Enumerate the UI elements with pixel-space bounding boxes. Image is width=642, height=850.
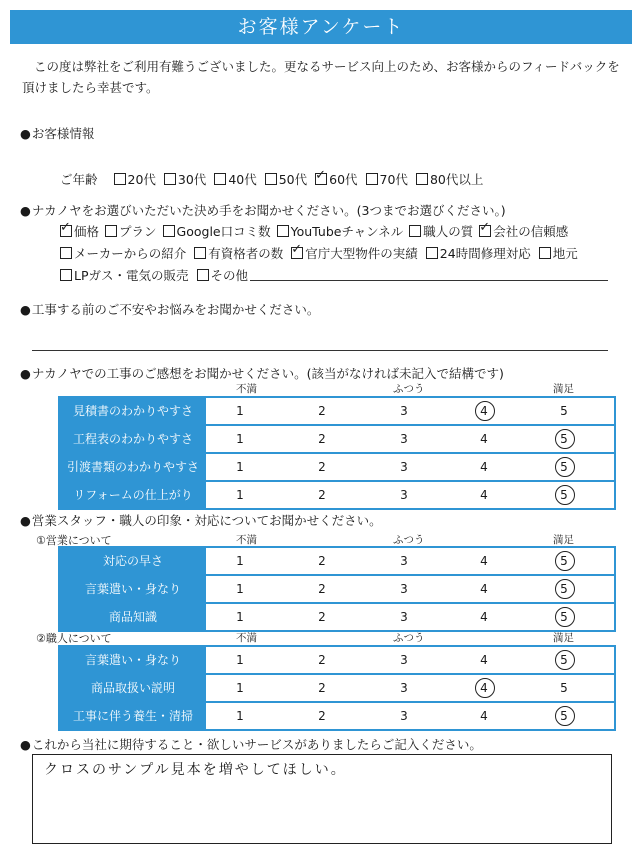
age-option[interactable]: [164, 170, 206, 188]
rating-option-5[interactable]: 5: [560, 404, 568, 418]
reason-option[interactable]: [194, 244, 283, 262]
rating-option-4[interactable]: 4: [480, 432, 488, 446]
rating-option-2[interactable]: 2: [318, 582, 326, 596]
rating-option-5[interactable]: 5: [550, 703, 578, 729]
checkbox[interactable]: [60, 225, 72, 237]
checkbox[interactable]: [291, 247, 303, 259]
rating-option-1[interactable]: 1: [236, 460, 244, 474]
option-label: 20代: [127, 172, 156, 187]
rating-row: [60, 548, 614, 574]
age-row: [60, 170, 491, 188]
checkbox[interactable]: [60, 269, 72, 281]
checkbox[interactable]: [164, 173, 176, 185]
scale-low-label: 不満: [236, 383, 257, 395]
reasons-row-1: [60, 222, 574, 240]
rating-option-2[interactable]: 2: [318, 432, 326, 446]
rating-option-3[interactable]: 3: [400, 432, 408, 446]
rating-row-label: 工事に伴う養生・清掃: [60, 703, 206, 729]
rating-option-1[interactable]: 1: [236, 653, 244, 667]
rating-option-1[interactable]: 1: [236, 554, 244, 568]
checkbox[interactable]: [197, 269, 209, 281]
option-label: プラン: [119, 224, 157, 239]
rating-option-4[interactable]: 4: [480, 582, 488, 596]
sales-table: [58, 546, 616, 632]
craftsmen-scale-mid-label: ふつう: [393, 632, 425, 644]
reasons-row-2: [60, 244, 586, 262]
rating-option-5[interactable]: 5: [550, 647, 578, 673]
rating-option-3[interactable]: 3: [400, 404, 408, 418]
age-option[interactable]: [315, 170, 357, 188]
scale-mid-label: ふつう: [393, 383, 425, 395]
age-option[interactable]: [265, 170, 307, 188]
rating-option-4[interactable]: 4: [480, 488, 488, 502]
rating-row-label: 対応の早さ: [60, 548, 206, 574]
reason-option[interactable]: [539, 244, 578, 262]
reason-option[interactable]: [479, 222, 568, 240]
craftsmen-scale-low-label: 不満: [236, 632, 257, 644]
age-option[interactable]: [416, 170, 483, 188]
reason-option[interactable]: [409, 222, 473, 240]
rating-option-2[interactable]: 2: [318, 610, 326, 624]
rating-row-label: 商品知識: [60, 604, 206, 630]
option-label: 60代: [329, 172, 358, 187]
age-option[interactable]: [214, 170, 256, 188]
rating-row: [60, 574, 614, 602]
checkbox[interactable]: [214, 173, 226, 185]
rating-option-4[interactable]: 4: [480, 653, 488, 667]
rating-option-5[interactable]: 5: [560, 681, 568, 695]
rating-row-label: 言葉遣い・身なり: [60, 647, 206, 673]
rating-row: [60, 452, 614, 480]
rating-row-label: 見積書のわかりやすさ: [60, 398, 206, 424]
rating-option-3[interactable]: 3: [400, 554, 408, 568]
rating-row-label: 工程表のわかりやすさ: [60, 426, 206, 452]
rating-option-1[interactable]: 1: [236, 404, 244, 418]
checkbox[interactable]: [265, 173, 277, 185]
rating-option-3[interactable]: 3: [400, 610, 408, 624]
rating-option-5[interactable]: 5: [550, 576, 578, 602]
rating-option-4[interactable]: 4: [470, 675, 498, 701]
option-label: LPガス・電気の販売: [74, 268, 189, 283]
rating-option-5[interactable]: 5: [550, 426, 578, 452]
option-label: YouTubeチャンネル: [290, 224, 404, 239]
option-label: 50代: [278, 172, 308, 187]
sales-scale-mid-label: ふつう: [393, 534, 425, 546]
rating-option-5[interactable]: 5: [550, 548, 578, 574]
checkbox[interactable]: [479, 225, 491, 237]
rating-option-3[interactable]: 3: [400, 582, 408, 596]
checkbox[interactable]: [60, 247, 72, 259]
rating-row: [60, 673, 614, 701]
rating-option-1[interactable]: 1: [236, 709, 244, 723]
reason-option[interactable]: [60, 222, 99, 240]
rating-option-5[interactable]: 5: [550, 454, 578, 480]
rating-option-4[interactable]: 4: [470, 398, 498, 424]
expectations-heading: ● これから当社に期待すること・欲しいサービスがありましたらご記入ください。: [20, 735, 482, 753]
rating-row: [60, 602, 614, 630]
rating-option-5[interactable]: 5: [550, 482, 578, 508]
page-title: お客様アンケート: [10, 10, 632, 44]
craftsmen-label: ②職人について: [36, 632, 112, 645]
reasons-row-3: [60, 266, 256, 284]
option-label: メーカーからの紹介: [74, 246, 187, 261]
rating-option-1[interactable]: 1: [236, 582, 244, 596]
reason-option[interactable]: [197, 266, 249, 284]
rating-option-1[interactable]: 1: [236, 681, 244, 695]
rating-option-2[interactable]: 2: [318, 709, 326, 723]
rating-option-3[interactable]: 3: [400, 460, 408, 474]
checkbox[interactable]: [426, 247, 438, 259]
scale-high-label: 満足: [553, 383, 574, 395]
rating-option-2[interactable]: 2: [318, 681, 326, 695]
rating-option-5[interactable]: 5: [550, 604, 578, 630]
rating-row: [60, 647, 614, 673]
age-option[interactable]: [366, 170, 408, 188]
rating-row: [60, 480, 614, 508]
option-label: 40代: [228, 172, 257, 187]
reason-option[interactable]: [163, 222, 271, 240]
option-label: 会社の信頼感: [493, 224, 569, 239]
reasons-heading: ● ナカノヤをお選びいただいた決め手をお聞かせください。(3つまでお選びください。): [20, 201, 506, 219]
option-label: 地元: [552, 246, 578, 261]
rating-row-label: 言葉遣い・身なり: [60, 576, 206, 602]
staff-heading: ● 営業スタッフ・職人の印象・対応についてお聞かせください。: [20, 511, 382, 529]
option-label: 24時間修理対応: [439, 246, 531, 261]
rating-option-2[interactable]: 2: [318, 653, 326, 667]
rating-option-4[interactable]: 4: [480, 554, 488, 568]
option-label: その他: [210, 268, 249, 283]
sales-scale-low-label: 不満: [236, 534, 257, 546]
rating-row-label: リフォームの仕上がり: [60, 482, 206, 508]
expectations-answer: クロスのサンプル見本を増やしてほしい。: [44, 762, 347, 778]
sales-scale-high-label: 満足: [553, 534, 574, 546]
option-label: 70代: [379, 172, 408, 187]
age-label: ご年齢: [60, 172, 98, 187]
rating-option-3[interactable]: 3: [400, 653, 408, 667]
option-label: 職人の質: [423, 224, 474, 239]
rating-option-1[interactable]: 1: [236, 432, 244, 446]
rating-row-label: 商品取扱い説明: [60, 675, 206, 701]
rating-option-4[interactable]: 4: [480, 709, 488, 723]
rating-row: [60, 398, 614, 424]
worries-write-line: [32, 350, 608, 351]
checkbox[interactable]: [114, 173, 126, 185]
checkbox[interactable]: [409, 225, 421, 237]
reason-option[interactable]: [105, 222, 157, 240]
checkbox[interactable]: [366, 173, 378, 185]
option-label: 30代: [177, 172, 207, 187]
rating-option-3[interactable]: 3: [400, 681, 408, 695]
rating-option-3[interactable]: 3: [400, 488, 408, 502]
checkbox[interactable]: [194, 247, 206, 259]
intro-text: [22, 56, 622, 98]
option-label: 80代以上: [429, 172, 484, 187]
reason-option[interactable]: [277, 222, 404, 240]
impressions-heading: ● ナカノヤでの工事のご感想をお聞かせください。(該当がなければ未記入で結構です): [20, 364, 504, 382]
option-label: 官庁大型物件の実績: [305, 246, 418, 261]
other-write-line: [250, 280, 608, 281]
age-option[interactable]: [114, 170, 156, 188]
craftsmen-table: [58, 645, 616, 731]
intro-line-1: この度は弊社をご利用有難うございました。更なるサービス向上のため、お客様からのフィードバックを: [34, 59, 620, 74]
customer-info-heading: ● お客様情報: [20, 124, 94, 142]
impressions-table: [58, 396, 616, 510]
reason-option[interactable]: [60, 244, 186, 262]
rating-option-1[interactable]: 1: [236, 610, 244, 624]
rating-option-4[interactable]: 4: [480, 460, 488, 474]
rating-option-4[interactable]: 4: [480, 610, 488, 624]
rating-option-3[interactable]: 3: [400, 709, 408, 723]
rating-option-2[interactable]: 2: [318, 554, 326, 568]
rating-option-2[interactable]: 2: [318, 488, 326, 502]
checkbox[interactable]: [163, 225, 175, 237]
reason-option[interactable]: [291, 244, 418, 262]
checkbox[interactable]: [315, 173, 327, 185]
checkbox[interactable]: [277, 225, 289, 237]
rating-row: [60, 424, 614, 452]
rating-option-2[interactable]: 2: [318, 460, 326, 474]
option-label: Google口コミ数: [176, 224, 271, 239]
checkbox[interactable]: [105, 225, 117, 237]
rating-row-label: 引渡書類のわかりやすさ: [60, 454, 206, 480]
option-label: 価格: [74, 224, 100, 239]
rating-row: [60, 701, 614, 729]
rating-option-1[interactable]: 1: [236, 488, 244, 502]
reason-option[interactable]: [60, 266, 189, 284]
worries-heading: ● 工事する前のご不安やお悩みをお聞かせください。: [20, 300, 319, 318]
sales-label: ①営業について: [36, 534, 112, 547]
craftsmen-scale-high-label: 満足: [553, 632, 574, 644]
checkbox[interactable]: [539, 247, 551, 259]
reason-option[interactable]: [426, 244, 531, 262]
intro-line-2: 頂けましたら幸甚です。: [22, 80, 159, 95]
option-label: 有資格者の数: [208, 246, 284, 261]
checkbox[interactable]: [416, 173, 428, 185]
rating-option-2[interactable]: 2: [318, 404, 326, 418]
